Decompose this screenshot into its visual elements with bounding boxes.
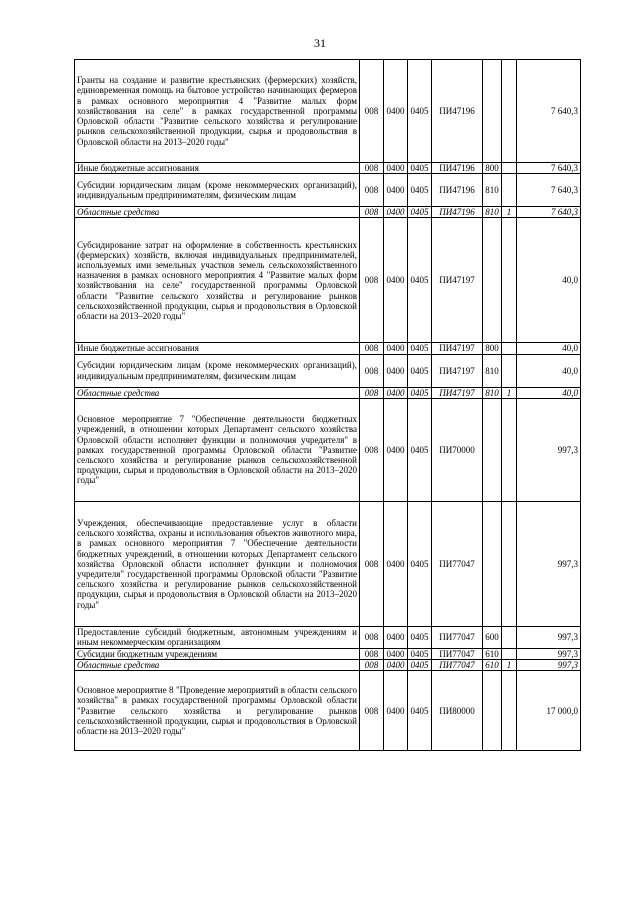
budget-class-code <box>502 354 517 387</box>
expense-type-code: 800 <box>483 163 502 174</box>
grbs-code: 008 <box>360 660 384 671</box>
row-description: Субсидии бюджетным учреждениям <box>75 648 360 659</box>
section-code: 0400 <box>384 501 408 626</box>
amount: 7 640,3 <box>517 163 581 174</box>
row-description: Основное мероприятие 8 "Проведение мероприятий в области сельского хозяйства" в рамках государственной программы Орловской области "Развитие сельского хозяйства и регулирование рынков сельскохозяйственной продукции, сырья и продовольствия в Орловской области на 2013–2020 годы" <box>75 671 360 751</box>
amount: 7 640,3 <box>517 174 581 207</box>
grbs-code: 008 <box>360 387 384 398</box>
section-code: 0400 <box>384 648 408 659</box>
subsection-code: 0405 <box>408 648 432 659</box>
section-code: 0400 <box>384 174 408 207</box>
table-row <box>75 343 581 354</box>
expense-type-code <box>483 218 502 343</box>
target-article-code: ПИ47197 <box>432 354 483 387</box>
section-code: 0400 <box>384 343 408 354</box>
amount: 7 640,3 <box>517 207 581 218</box>
section-code: 0400 <box>384 671 408 751</box>
table-row <box>75 60 581 163</box>
table-row <box>75 174 581 207</box>
target-article-code: ПИ47196 <box>432 207 483 218</box>
target-article-code: ПИ47197 <box>432 218 483 343</box>
expense-type-code: 610 <box>483 648 502 659</box>
amount: 997,3 <box>517 626 581 648</box>
row-description: Областные средства <box>75 387 360 398</box>
grbs-code: 008 <box>360 163 384 174</box>
target-article-code: ПИ77047 <box>432 648 483 659</box>
amount: 40,0 <box>517 387 581 398</box>
grbs-code: 008 <box>360 501 384 626</box>
section-code: 0400 <box>384 163 408 174</box>
section-code: 0400 <box>384 387 408 398</box>
subsection-code: 0405 <box>408 60 432 163</box>
subsection-code: 0405 <box>408 174 432 207</box>
expense-type-code: 810 <box>483 174 502 207</box>
target-article-code: ПИ47196 <box>432 163 483 174</box>
section-code: 0400 <box>384 207 408 218</box>
table-row <box>75 671 581 751</box>
budget-class-code <box>502 174 517 207</box>
target-article-code: ПИ47197 <box>432 343 483 354</box>
subsection-code: 0405 <box>408 660 432 671</box>
table-row <box>75 648 581 659</box>
target-article-code: ПИ77047 <box>432 626 483 648</box>
row-description: Субсидирование затрат на оформление в собственность крестьянских (фермерских) хозяйств, включая индивидуальных предпринимателей, используемых ими земельных участков земель сельскохозяйственного назначения в рамках основного мероприятия 4 "Развитие малых форм хозяйствования на селе" государственной программы Орловской области "Развитие сельского хозяйства и регулирование рынков сельскохозяйственной продукции, сырья и продовольствия в Орловской области на 2013–2020 годы" <box>75 218 360 343</box>
expense-type-code <box>483 60 502 163</box>
expense-type-code <box>483 398 502 501</box>
section-code: 0400 <box>384 60 408 163</box>
subsection-code: 0405 <box>408 398 432 501</box>
budget-class-code <box>502 626 517 648</box>
grbs-code: 008 <box>360 354 384 387</box>
expense-type-code <box>483 671 502 751</box>
table-row <box>75 398 581 501</box>
subsection-code: 0405 <box>408 501 432 626</box>
row-description: Субсидии юридическим лицам (кроме некоммерческих организаций), индивидуальным предпринимателям, физическим лицам <box>75 174 360 207</box>
amount: 40,0 <box>517 343 581 354</box>
target-article-code: ПИ80000 <box>432 671 483 751</box>
table-row <box>75 387 581 398</box>
budget-class-code <box>502 60 517 163</box>
grbs-code: 008 <box>360 648 384 659</box>
row-description: Субсидии юридическим лицам (кроме некоммерческих организаций), индивидуальным предпринимателям, физическим лицам <box>75 354 360 387</box>
section-code: 0400 <box>384 626 408 648</box>
page-number: 31 <box>314 36 326 50</box>
amount: 7 640,3 <box>517 60 581 163</box>
table-row <box>75 163 581 174</box>
amount: 997,3 <box>517 648 581 659</box>
budget-class-code <box>502 648 517 659</box>
expense-type-code: 810 <box>483 387 502 398</box>
grbs-code: 008 <box>360 671 384 751</box>
row-description: Учреждения, обеспечивающие предоставление услуг в области сельского хозяйства, охраны и использования объектов животного мира, в рамках основного мероприятия 7 "Обеспечение деятельности бюджетных учреждений, в отношении которых Департамент сельского хозяйства Орловской области исполняет функции и полномочия учредителя" государственной программы Орловской области "Развитие сельского хозяйства и регулирование рынков сельскохозяйственной продукции, сырья и продовольствия в Орловской области на 2013–2020 годы" <box>75 501 360 626</box>
table-row <box>75 207 581 218</box>
grbs-code: 008 <box>360 398 384 501</box>
row-description: Иные бюджетные ассигнования <box>75 343 360 354</box>
budget-class-code: 1 <box>502 387 517 398</box>
table-row <box>75 218 581 343</box>
row-description: Предоставление субсидий бюджетным, автономным учреждениям и иным некоммерческим организациям <box>75 626 360 648</box>
table-row <box>75 501 581 626</box>
subsection-code: 0405 <box>408 354 432 387</box>
subsection-code: 0405 <box>408 387 432 398</box>
target-article-code: ПИ47196 <box>432 174 483 207</box>
budget-class-code: 1 <box>502 660 517 671</box>
amount: 997,3 <box>517 501 581 626</box>
expense-type-code: 610 <box>483 660 502 671</box>
amount: 997,3 <box>517 660 581 671</box>
table-row <box>75 354 581 387</box>
section-code: 0400 <box>384 218 408 343</box>
grbs-code: 008 <box>360 626 384 648</box>
budget-class-code <box>502 398 517 501</box>
expense-type-code: 600 <box>483 626 502 648</box>
target-article-code: ПИ70000 <box>432 398 483 501</box>
budget-class-code <box>502 163 517 174</box>
amount: 40,0 <box>517 354 581 387</box>
amount: 17 000,0 <box>517 671 581 751</box>
budget-class-code <box>502 218 517 343</box>
subsection-code: 0405 <box>408 207 432 218</box>
subsection-code: 0405 <box>408 626 432 648</box>
target-article-code: ПИ47196 <box>432 60 483 163</box>
grbs-code: 008 <box>360 174 384 207</box>
target-article-code: ПИ77047 <box>432 660 483 671</box>
expense-type-code: 810 <box>483 354 502 387</box>
grbs-code: 008 <box>360 218 384 343</box>
subsection-code: 0405 <box>408 218 432 343</box>
row-description: Областные средства <box>75 660 360 671</box>
row-description: Основное мероприятие 7 "Обеспечение деятельности бюджетных учреждений, в отношении которых Департамент сельского хозяйства Орловской области исполняет функции и полномочия учредителя" в рамках государственной программы Орловской области "Развитие сельского хозяйства и регулирование рынков сельскохозяйственной продукции, сырья и продовольствия в Орловской области на 2013–2020 годы" <box>75 398 360 501</box>
budget-class-code: 1 <box>502 207 517 218</box>
amount: 40,0 <box>517 218 581 343</box>
subsection-code: 0405 <box>408 163 432 174</box>
budget-class-code <box>502 671 517 751</box>
subsection-code: 0405 <box>408 671 432 751</box>
grbs-code: 008 <box>360 60 384 163</box>
expense-type-code <box>483 501 502 626</box>
expense-type-code: 810 <box>483 207 502 218</box>
grbs-code: 008 <box>360 343 384 354</box>
section-code: 0400 <box>384 660 408 671</box>
amount: 997,3 <box>517 398 581 501</box>
target-article-code: ПИ77047 <box>432 501 483 626</box>
table-row <box>75 626 581 648</box>
row-description: Областные средства <box>75 207 360 218</box>
budget-class-code <box>502 343 517 354</box>
row-description: Иные бюджетные ассигнования <box>75 163 360 174</box>
target-article-code: ПИ47197 <box>432 387 483 398</box>
row-description: Гранты на создание и развитие крестьянских (фермерских) хозяйств, единовременная помощь на бытовое устройство начинающих фермеров в рамках основного мероприятия 4 "Развитие малых форм хозяйствования на селе" в рамках государственной программы Орловской области "Развитие сельского хозяйства и регулирование рынков сельскохозяйственной продукции, сырья и продовольствия в Орловской области на 2013–2020 годы" <box>75 60 360 163</box>
expense-type-code: 800 <box>483 343 502 354</box>
subsection-code: 0405 <box>408 343 432 354</box>
budget-table <box>74 59 581 751</box>
budget-class-code <box>502 501 517 626</box>
section-code: 0400 <box>384 354 408 387</box>
grbs-code: 008 <box>360 207 384 218</box>
section-code: 0400 <box>384 398 408 501</box>
table-row <box>75 660 581 671</box>
